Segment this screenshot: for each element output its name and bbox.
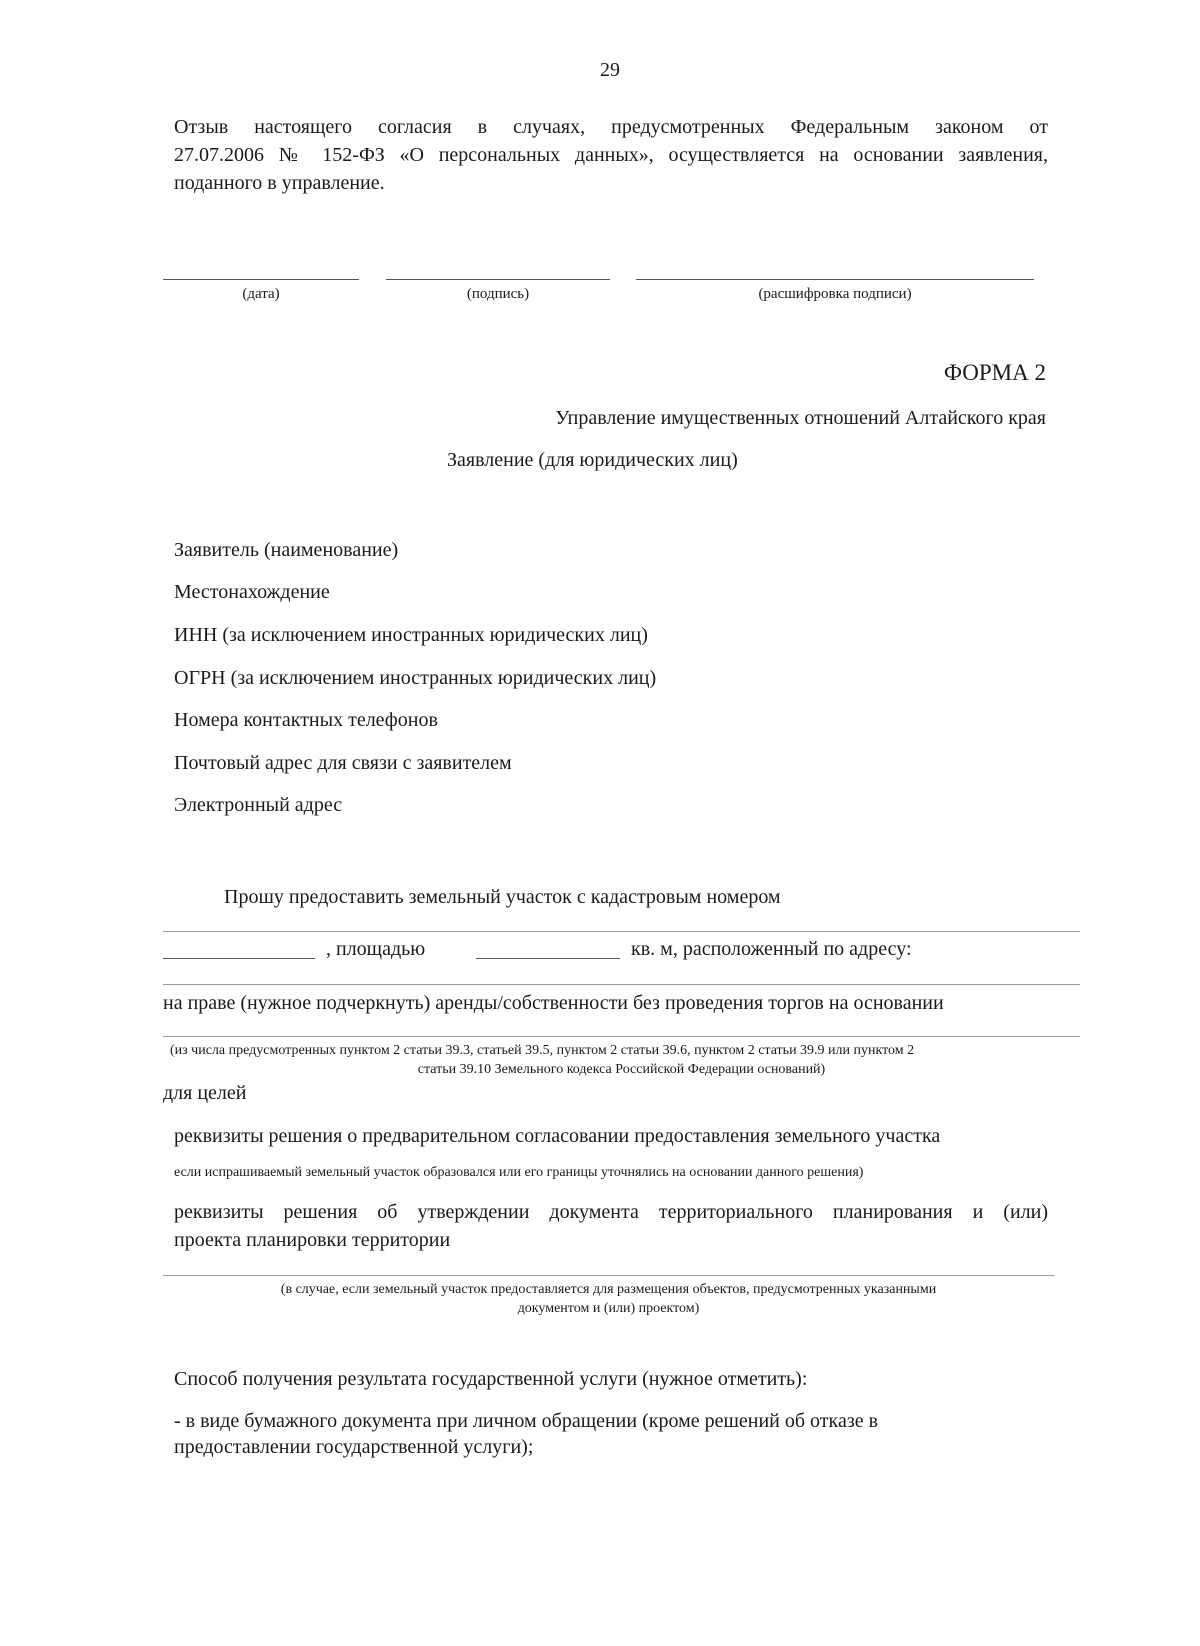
planning-line-1: реквизиты решения об утверждении документа территориального планирования и (или) [174, 1201, 1048, 1223]
area-blank [476, 958, 620, 959]
prelim-note: если испрашиваемый земельный участок образовался или его границы уточнялись на основании данного решения) [174, 1165, 864, 1180]
planning-line-2: проекта планировки территории [174, 1229, 451, 1251]
field-inn: ИНН (за исключением иностранных юридических лиц) [174, 624, 648, 646]
signature-line [386, 279, 610, 280]
prelim-decision: реквизиты решения о предварительном согласовании предоставления земельного участка [174, 1125, 941, 1147]
field-applicant-name: Заявитель (наименование) [174, 539, 399, 561]
result-option-1-line-1: - в виде бумажного документа при личном обращении (кроме решений об отказе в [174, 1410, 879, 1432]
area-unit-address: кв. м, расположенный по адресу: [631, 938, 912, 960]
intro-line-1: Отзыв настоящего согласия в случаях, предусмотренных Федеральным законом от [174, 116, 1048, 138]
field-email: Электронный адрес [174, 794, 343, 816]
planning-note-2: документом и (или) проектом) [517, 1301, 700, 1316]
request-line-1: Прошу предоставить земельный участок с кадастровым номером [224, 886, 781, 908]
intro-line-3: поданного в управление. [174, 172, 385, 194]
decoding-label: (расшифровка подписи) [758, 286, 912, 302]
field-phones: Номера контактных телефонов [174, 709, 438, 731]
decoding-line [636, 279, 1034, 280]
result-option-1-line-2: предоставлении государственной услуги); [174, 1436, 534, 1458]
field-ogrn: ОГРН (за исключением иностранных юридических лиц) [174, 667, 657, 689]
right-line: на праве (нужное подчеркнуть) аренды/собственности без проведения торгов на основании [163, 992, 944, 1014]
cadastral-number-line [163, 931, 1080, 932]
planning-note-1: (в случае, если земельный участок предоставляется для размещения объектов, предусмотренных указанными [280, 1282, 937, 1297]
date-label: (дата) [242, 286, 280, 302]
purpose-label: для целей [163, 1082, 247, 1104]
addressee: Управление имущественных отношений Алтайского края [555, 407, 1046, 429]
basis-line [163, 1036, 1080, 1037]
form-title: Заявление (для юридических лиц) [447, 449, 738, 471]
intro-line-2: 27.07.2006 № 152-ФЗ «О персональных данных», осуществляется на основании заявления, [174, 144, 1048, 166]
address-line [163, 984, 1080, 985]
signature-label: (подпись) [466, 286, 530, 302]
result-method-title: Способ получения результата государственной услуги (нужное отметить): [174, 1368, 808, 1390]
date-line [163, 279, 359, 280]
cadastral-blank [163, 958, 315, 959]
form-label: ФОРМА 2 [943, 360, 1046, 385]
planning-line [163, 1275, 1054, 1276]
field-postal-address: Почтовый адрес для связи с заявителем [174, 752, 512, 774]
basis-note-2: статьи 39.10 Земельного кодекса Российской Федерации оснований) [417, 1062, 826, 1077]
basis-note-1: (из числа предусмотренных пунктом 2 статьи 39.3, статьей 39.5, пунктом 2 статьи 39.6, пунктом 2 статьи 39.9 или пунктом 2 [170, 1043, 915, 1058]
area-label: , площадью [326, 938, 426, 960]
page-number: 29 [600, 59, 620, 81]
field-location: Местонахождение [174, 581, 330, 603]
